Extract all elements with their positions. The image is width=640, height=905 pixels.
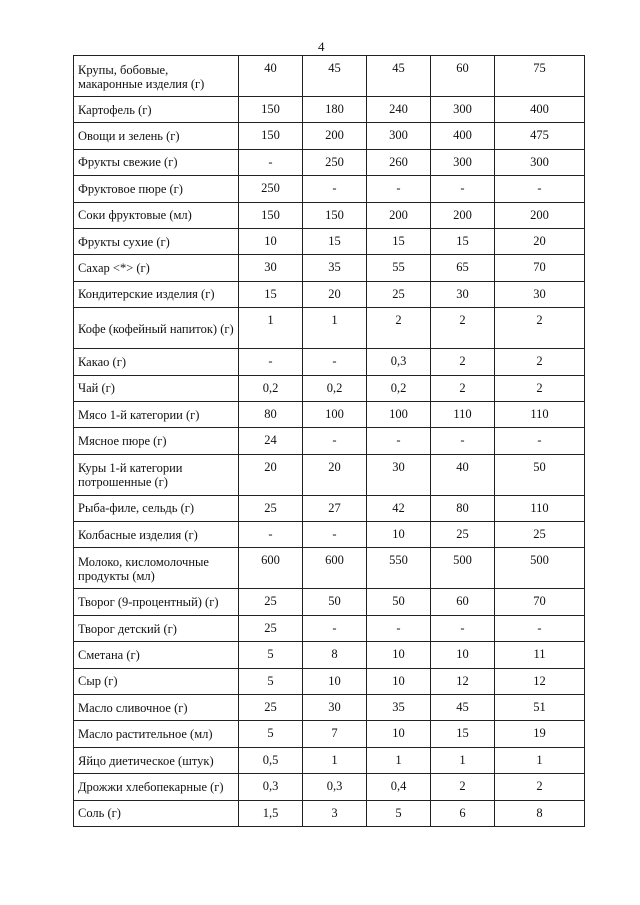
norm-value-cell: 300 <box>431 149 495 175</box>
product-name-cell: Рыба-филе, сельдь (г) <box>74 495 239 521</box>
norm-value-cell: 25 <box>239 495 303 521</box>
norm-value-cell: 35 <box>367 695 431 721</box>
norm-value-cell: 250 <box>239 176 303 202</box>
table-row <box>74 642 585 668</box>
norm-value-cell: 15 <box>431 721 495 747</box>
norm-value-cell: - <box>239 349 303 375</box>
norm-value-cell: 110 <box>495 401 585 427</box>
norm-value-cell: 2 <box>495 774 585 800</box>
table-row <box>74 228 585 254</box>
product-name-cell: Сыр (г) <box>74 668 239 694</box>
page-number: 4 <box>318 39 325 54</box>
product-name-cell: Дрожжи хлебопекарные (г) <box>74 774 239 800</box>
norm-value-cell: 100 <box>367 401 431 427</box>
norm-value-cell: 2 <box>431 349 495 375</box>
norm-value-cell: 8 <box>303 642 367 668</box>
product-name-cell: Чай (г) <box>74 375 239 401</box>
norm-value-cell: - <box>495 176 585 202</box>
norm-value-cell: 35 <box>303 255 367 281</box>
norm-value-cell: 150 <box>303 202 367 228</box>
table-row <box>74 97 585 123</box>
norm-value-cell: 45 <box>303 56 367 97</box>
norm-value-cell: 1 <box>431 747 495 773</box>
norm-value-cell: 75 <box>495 56 585 97</box>
norm-value-cell: 11 <box>495 642 585 668</box>
norm-value-cell: 30 <box>239 255 303 281</box>
table-row <box>74 428 585 454</box>
norm-value-cell: 600 <box>239 548 303 589</box>
norm-value-cell: 50 <box>303 589 367 615</box>
norm-value-cell: 7 <box>303 721 367 747</box>
table-row <box>74 522 585 548</box>
product-name-cell: Колбасные изделия (г) <box>74 522 239 548</box>
norm-value-cell: 240 <box>367 97 431 123</box>
norm-value-cell: 6 <box>431 800 495 826</box>
product-name-cell: Фрукты сухие (г) <box>74 228 239 254</box>
norm-value-cell: 1 <box>239 308 303 349</box>
norm-value-cell: 15 <box>367 228 431 254</box>
norm-value-cell: 100 <box>303 401 367 427</box>
norm-value-cell: 600 <box>303 548 367 589</box>
norm-value-cell: 80 <box>239 401 303 427</box>
norm-value-cell: 1 <box>303 308 367 349</box>
table-row <box>74 800 585 826</box>
norm-value-cell: - <box>303 176 367 202</box>
table-row <box>74 56 585 97</box>
norm-value-cell: 0,5 <box>239 747 303 773</box>
norm-value-cell: - <box>303 349 367 375</box>
norm-value-cell: 50 <box>495 454 585 495</box>
norm-value-cell: 475 <box>495 123 585 149</box>
table-row <box>74 695 585 721</box>
norm-value-cell: 400 <box>431 123 495 149</box>
norm-value-cell: 15 <box>431 228 495 254</box>
norm-value-cell: 200 <box>431 202 495 228</box>
product-name-cell: Какао (г) <box>74 349 239 375</box>
table-row <box>74 774 585 800</box>
norm-value-cell: 30 <box>303 695 367 721</box>
norm-value-cell: 45 <box>431 695 495 721</box>
norm-value-cell: 30 <box>431 281 495 307</box>
norm-value-cell: 200 <box>303 123 367 149</box>
norm-value-cell: 12 <box>495 668 585 694</box>
norm-value-cell: - <box>367 428 431 454</box>
norm-value-cell: 55 <box>367 255 431 281</box>
norm-value-cell: 300 <box>367 123 431 149</box>
norm-value-cell: 400 <box>495 97 585 123</box>
norm-value-cell: 250 <box>303 149 367 175</box>
norm-value-cell: 3 <box>303 800 367 826</box>
norm-value-cell: 150 <box>239 202 303 228</box>
norm-value-cell: 110 <box>431 401 495 427</box>
norm-value-cell: 200 <box>367 202 431 228</box>
norm-value-cell: 5 <box>239 668 303 694</box>
norm-value-cell: 65 <box>431 255 495 281</box>
table-row <box>74 123 585 149</box>
table-row <box>74 495 585 521</box>
norm-value-cell: 10 <box>367 522 431 548</box>
norm-value-cell: 300 <box>431 97 495 123</box>
norm-value-cell: 19 <box>495 721 585 747</box>
table-row <box>74 615 585 641</box>
norm-value-cell: 2 <box>495 308 585 349</box>
norm-value-cell: 150 <box>239 123 303 149</box>
norm-value-cell: 1,5 <box>239 800 303 826</box>
norm-value-cell: 0,3 <box>303 774 367 800</box>
norm-value-cell: 25 <box>367 281 431 307</box>
food-norms-table <box>73 55 585 827</box>
norm-value-cell: 10 <box>239 228 303 254</box>
norm-value-cell: 0,2 <box>367 375 431 401</box>
table-row <box>74 281 585 307</box>
norm-value-cell: - <box>303 428 367 454</box>
norm-value-cell: 20 <box>303 281 367 307</box>
norm-value-cell: 10 <box>367 642 431 668</box>
norm-value-cell: 0,3 <box>239 774 303 800</box>
product-name-cell: Масло сливочное (г) <box>74 695 239 721</box>
table-row <box>74 668 585 694</box>
norm-value-cell: 25 <box>239 589 303 615</box>
table-row <box>74 454 585 495</box>
norm-value-cell: - <box>431 428 495 454</box>
norm-value-cell: 0,2 <box>239 375 303 401</box>
product-name-cell: Мясное пюре (г) <box>74 428 239 454</box>
norm-value-cell: 200 <box>495 202 585 228</box>
norm-value-cell: - <box>431 176 495 202</box>
norm-value-cell: 12 <box>431 668 495 694</box>
norm-value-cell: 70 <box>495 255 585 281</box>
norm-value-cell: 40 <box>239 56 303 97</box>
norm-value-cell: - <box>495 428 585 454</box>
norm-value-cell: 27 <box>303 495 367 521</box>
table-row <box>74 202 585 228</box>
norm-value-cell: 25 <box>239 615 303 641</box>
norm-value-cell: 80 <box>431 495 495 521</box>
norm-value-cell: 500 <box>495 548 585 589</box>
product-name-cell: Фрукты свежие (г) <box>74 149 239 175</box>
norm-value-cell: 2 <box>431 774 495 800</box>
product-name-cell: Масло растительное (мл) <box>74 721 239 747</box>
norm-value-cell: 10 <box>367 721 431 747</box>
table-row <box>74 176 585 202</box>
product-name-cell: Соки фруктовые (мл) <box>74 202 239 228</box>
product-name-cell: Творог детский (г) <box>74 615 239 641</box>
table-row <box>74 721 585 747</box>
norm-value-cell: 8 <box>495 800 585 826</box>
norm-value-cell: 51 <box>495 695 585 721</box>
norm-value-cell: 60 <box>431 589 495 615</box>
norm-value-cell: 110 <box>495 495 585 521</box>
norm-value-cell: 2 <box>495 375 585 401</box>
norm-value-cell: 30 <box>367 454 431 495</box>
norm-value-cell: 150 <box>239 97 303 123</box>
product-name-cell: Овощи и зелень (г) <box>74 123 239 149</box>
norm-value-cell: 1 <box>303 747 367 773</box>
product-name-cell: Творог (9-процентный) (г) <box>74 589 239 615</box>
norm-value-cell: 2 <box>495 349 585 375</box>
product-name-cell: Сахар <*> (г) <box>74 255 239 281</box>
norm-value-cell: 25 <box>431 522 495 548</box>
norm-value-cell: 70 <box>495 589 585 615</box>
norm-value-cell: 30 <box>495 281 585 307</box>
norm-value-cell: 60 <box>431 56 495 97</box>
table-row <box>74 149 585 175</box>
norm-value-cell: 25 <box>495 522 585 548</box>
norm-value-cell: 0,3 <box>367 349 431 375</box>
norm-value-cell: 260 <box>367 149 431 175</box>
product-name-cell: Сметана (г) <box>74 642 239 668</box>
table-row <box>74 308 585 349</box>
table-row <box>74 548 585 589</box>
product-name-cell: Молоко, кисломолочные продукты (мл) <box>74 548 239 589</box>
norm-value-cell: 45 <box>367 56 431 97</box>
norm-value-cell: 5 <box>367 800 431 826</box>
norm-value-cell: - <box>303 522 367 548</box>
norm-value-cell: 20 <box>239 454 303 495</box>
norm-value-cell: 300 <box>495 149 585 175</box>
norm-value-cell: 15 <box>303 228 367 254</box>
norm-value-cell: 1 <box>367 747 431 773</box>
norm-value-cell: - <box>239 522 303 548</box>
product-name-cell: Фруктовое пюре (г) <box>74 176 239 202</box>
norm-value-cell: - <box>367 615 431 641</box>
norm-value-cell: 20 <box>495 228 585 254</box>
norm-value-cell: 2 <box>367 308 431 349</box>
norm-value-cell: - <box>239 149 303 175</box>
norm-value-cell: 5 <box>239 721 303 747</box>
norm-value-cell: 40 <box>431 454 495 495</box>
product-name-cell: Соль (г) <box>74 800 239 826</box>
norm-value-cell: 10 <box>303 668 367 694</box>
product-name-cell: Кондитерские изделия (г) <box>74 281 239 307</box>
norm-value-cell: - <box>303 615 367 641</box>
norm-value-cell: 2 <box>431 308 495 349</box>
product-name-cell: Крупы, бобовые, макаронные изделия (г) <box>74 56 239 97</box>
norm-value-cell: 1 <box>495 747 585 773</box>
norm-value-cell: 0,2 <box>303 375 367 401</box>
table-row <box>74 349 585 375</box>
norm-value-cell: 0,4 <box>367 774 431 800</box>
norm-value-cell: 24 <box>239 428 303 454</box>
norm-value-cell: 180 <box>303 97 367 123</box>
norm-value-cell: 10 <box>431 642 495 668</box>
norm-value-cell: 25 <box>239 695 303 721</box>
norm-value-cell: 500 <box>431 548 495 589</box>
norm-value-cell: - <box>431 615 495 641</box>
table-row <box>74 747 585 773</box>
norm-value-cell: 2 <box>431 375 495 401</box>
product-name-cell: Яйцо диетическое (штук) <box>74 747 239 773</box>
norm-value-cell: - <box>367 176 431 202</box>
table-row <box>74 401 585 427</box>
table-row <box>74 255 585 281</box>
product-name-cell: Кофе (кофейный напиток) (г) <box>74 308 239 349</box>
norm-value-cell: 550 <box>367 548 431 589</box>
norm-value-cell: 5 <box>239 642 303 668</box>
product-name-cell: Мясо 1-й категории (г) <box>74 401 239 427</box>
norm-value-cell: 50 <box>367 589 431 615</box>
norm-value-cell: 20 <box>303 454 367 495</box>
table-row <box>74 375 585 401</box>
table-row <box>74 589 585 615</box>
product-name-cell: Картофель (г) <box>74 97 239 123</box>
product-name-cell: Куры 1-й категории потрошенные (г) <box>74 454 239 495</box>
norm-value-cell: 42 <box>367 495 431 521</box>
norm-value-cell: 15 <box>239 281 303 307</box>
norm-value-cell: - <box>495 615 585 641</box>
norm-value-cell: 10 <box>367 668 431 694</box>
